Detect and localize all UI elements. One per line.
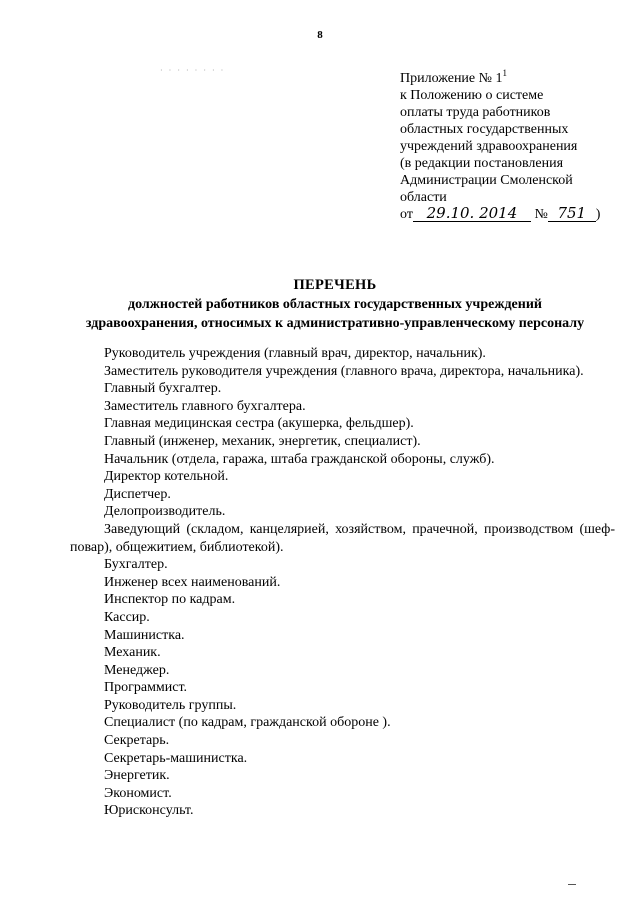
list-item: Руководитель учреждения (главный врач, директор, начальник). [104,346,486,361]
list-item: Заведующий (складом, канцелярией, хозяйством, прачечной, производством (шеф-повар), общежитием, библиотекой). [70,521,615,555]
positions-list [70,345,615,820]
faint-scan-marks: · · · · · · · · [160,66,226,75]
list-item: Специалист (по кадрам, гражданской обороне ). [104,715,391,731]
scan-edge-mark [568,884,576,885]
appendix-title [400,70,620,87]
list-item: Заместитель руководителя учреждения (главного врача, директора, начальника). [104,363,584,379]
list-item: Кассир. [104,609,150,625]
list-item: Главный бухгалтер. [104,381,222,397]
list-item: Секретарь. [104,733,170,749]
list-item: Машинистка. [104,627,185,643]
appendix-line: Администрации Смоленской [400,173,573,188]
list-item: Юрисконсульт. [104,803,194,819]
appendix-line: оплаты труда работников [400,105,551,120]
document-subtitle-line-2: здравоохранения, относимых к административно-управленческому персоналу [85,316,585,331]
appendix-block [400,70,620,223]
list-item: Энергетик. [104,768,170,784]
list-item: Экономист. [104,785,172,801]
appendix-line: учреждений здравоохранения [400,139,578,154]
list-item: Инспектор по кадрам. [104,592,236,608]
handwritten-number: 751 [548,206,596,222]
list-item: Менеджер. [104,662,170,678]
appendix-date-line [400,206,620,223]
appendix-line: области [400,190,447,205]
list-item: Делопроизводитель. [104,504,226,520]
list-item: Руководитель группы. [104,697,237,713]
list-item: Секретарь-машинистка. [104,750,248,766]
document-subtitle-line-1: должностей работников областных государственных учреждений [128,297,542,312]
page-number: 8 [317,29,323,41]
list-item: Бухгалтер. [104,557,168,573]
appendix-line: областных государственных [400,122,569,137]
list-item: Диспетчер. [104,486,171,502]
list-item: Заместитель главного бухгалтера. [104,398,306,414]
list-item: Директор котельной. [104,469,229,485]
appendix-title-text: Приложение № 1 [400,71,503,86]
document-heading [30,276,640,333]
date-prefix: от [400,207,413,222]
list-item: Программист. [104,680,188,696]
appendix-line: к Положению о системе [400,88,544,103]
appendix-title-superscript: 1 [502,68,507,78]
list-item: Механик. [104,645,161,661]
closing-paren: ) [595,207,601,222]
list-item: Инженер всех наименований. [104,574,281,590]
list-item: Главный (инженер, механик, энергетик, специалист). [104,433,421,449]
document-title: ПЕРЕЧЕНЬ [293,277,377,293]
handwritten-date: 29.10. 2014 [413,206,531,222]
appendix-line: (в редакции постановления [400,156,564,171]
list-item: Главная медицинская сестра (акушерка, фельдшер). [104,416,414,432]
number-prefix: № [534,207,548,222]
list-item: Начальник (отдела, гаража, штаба гражданской обороны, служб). [104,451,495,467]
